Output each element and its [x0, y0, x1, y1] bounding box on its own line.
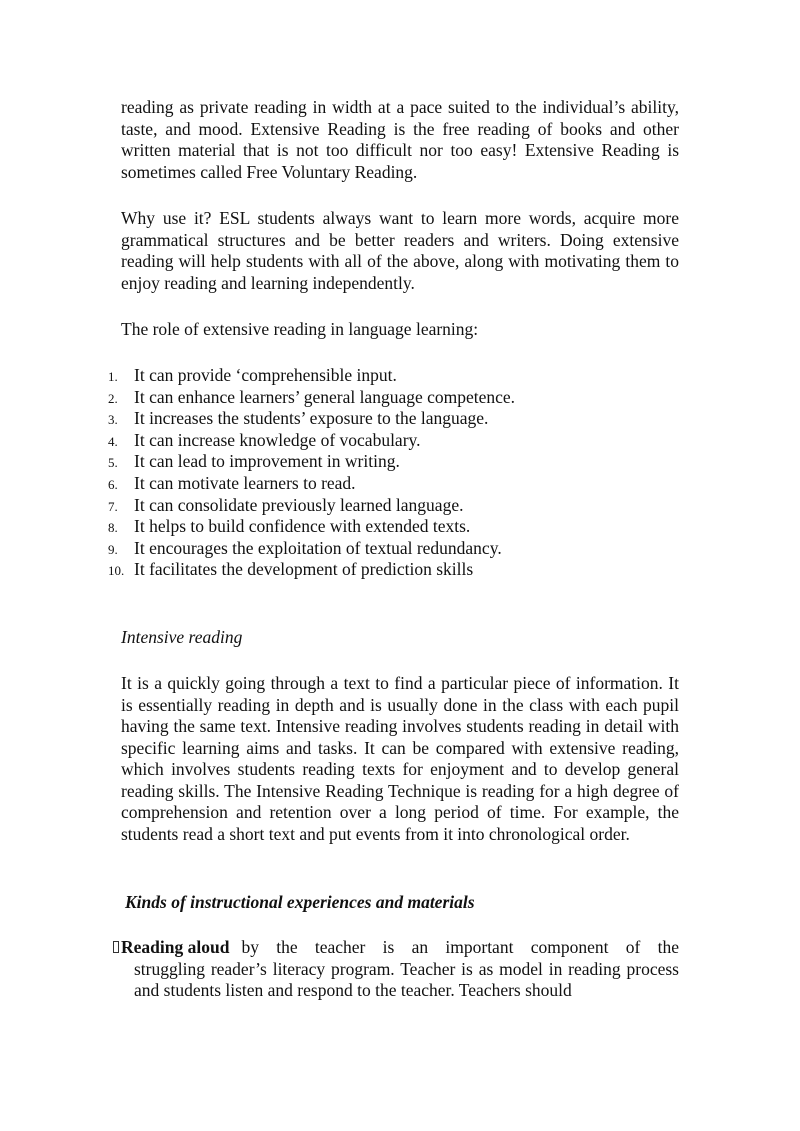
why-use-it-paragraph: Why use it? ESL students always want to learn more words, acquire more grammatical structures and be better readers and writers. Doing extensive reading will help students with all of the above, along with motivating them to enjoy reading and learning independently. [121, 208, 679, 293]
list-item [108, 430, 708, 452]
bullet-word: by [241, 937, 259, 957]
bullet-word: is [382, 937, 395, 957]
role-intro-paragraph: The role of extensive reading in language learning: [121, 319, 479, 339]
list-item-text: It facilitates the development of prediction skills [134, 559, 474, 580]
bullet-first-line-text [241, 937, 679, 959]
list-item-text: It can provide ‘comprehensible input. [134, 365, 397, 385]
list-item [108, 408, 708, 430]
list-item-number: 1. [108, 369, 118, 384]
list-item [108, 538, 708, 560]
list-item-number: 8. [108, 520, 118, 536]
bullet-word: an [411, 937, 429, 957]
list-item-number: 7. [108, 498, 118, 514]
kinds-heading: Kinds of instructional experiences and materials [125, 892, 475, 912]
list-item-number: 5. [108, 455, 118, 471]
bullet-first-line [121, 937, 679, 959]
bullet-word: component [530, 937, 609, 957]
list-item [108, 559, 708, 581]
list-item [108, 451, 708, 473]
list-item [108, 516, 708, 538]
bullet-word: the [276, 937, 298, 957]
list-item-number: 9. [108, 541, 118, 557]
list-item [108, 387, 708, 409]
list-item-text: It increases the students’ exposure to the language. [134, 408, 489, 429]
list-item-text: It can consolidate previously learned language. [134, 494, 464, 515]
intensive-reading-heading: Intensive reading [121, 627, 243, 647]
bullet-word: the [657, 937, 679, 957]
list-item-number: 2. [108, 390, 118, 406]
list-item-text: It helps to build confidence with extended texts. [134, 516, 471, 537]
extensive-reading-paragraph: reading as private reading in width at a pace suited to the individual’s ability, taste, and mood. Extensive Reading is the free reading of books and other written material that is not too difficult nor too easy! Extensive Reading is sometimes called Free Voluntary Reading. [121, 97, 679, 182]
bullet-icon [113, 941, 119, 953]
list-item-text: It can increase knowledge of vocabulary. [134, 429, 421, 450]
list-item-number: 4. [108, 433, 118, 449]
bullet-word: important [445, 937, 514, 957]
bullet-lead-term: Reading aloud [121, 937, 230, 957]
list-item [108, 473, 708, 495]
bullet-word: teacher [314, 937, 366, 957]
list-item [108, 495, 708, 517]
list-item-text: It encourages the exploitation of textual redundancy. [134, 537, 502, 558]
bullet-continuation-text: struggling reader’s literacy program. Teacher is as model in reading process and students listen and respond to the teacher. Teachers should [134, 958, 679, 1000]
list-item-text: It can motivate learners to read. [134, 472, 356, 493]
list-item-text: It can lead to improvement in writing. [134, 451, 400, 472]
intensive-reading-paragraph: It is a quickly going through a text to find a particular piece of information. It is essentially reading in depth and is usually done in the class with each pupil having the same text. Intensive reading involves students reading in detail with specific learning aims and tasks. It can be compared with extensive reading, which involves students reading texts for enjoyment and to develop general reading skills. The Intensive Reading Technique is reading for a high degree of comprehension and retention over a long period of time. For example, the students read a short text and put events from it into chronological order. [121, 673, 679, 844]
list-item-text: It can enhance learners’ general language competence. [134, 386, 516, 407]
role-list [108, 365, 708, 581]
list-item-number: 6. [108, 476, 118, 492]
list-item [108, 365, 708, 387]
list-item-number: 10. [108, 563, 125, 579]
list-item-number: 3. [108, 412, 118, 428]
bullet-word: of [625, 937, 641, 957]
